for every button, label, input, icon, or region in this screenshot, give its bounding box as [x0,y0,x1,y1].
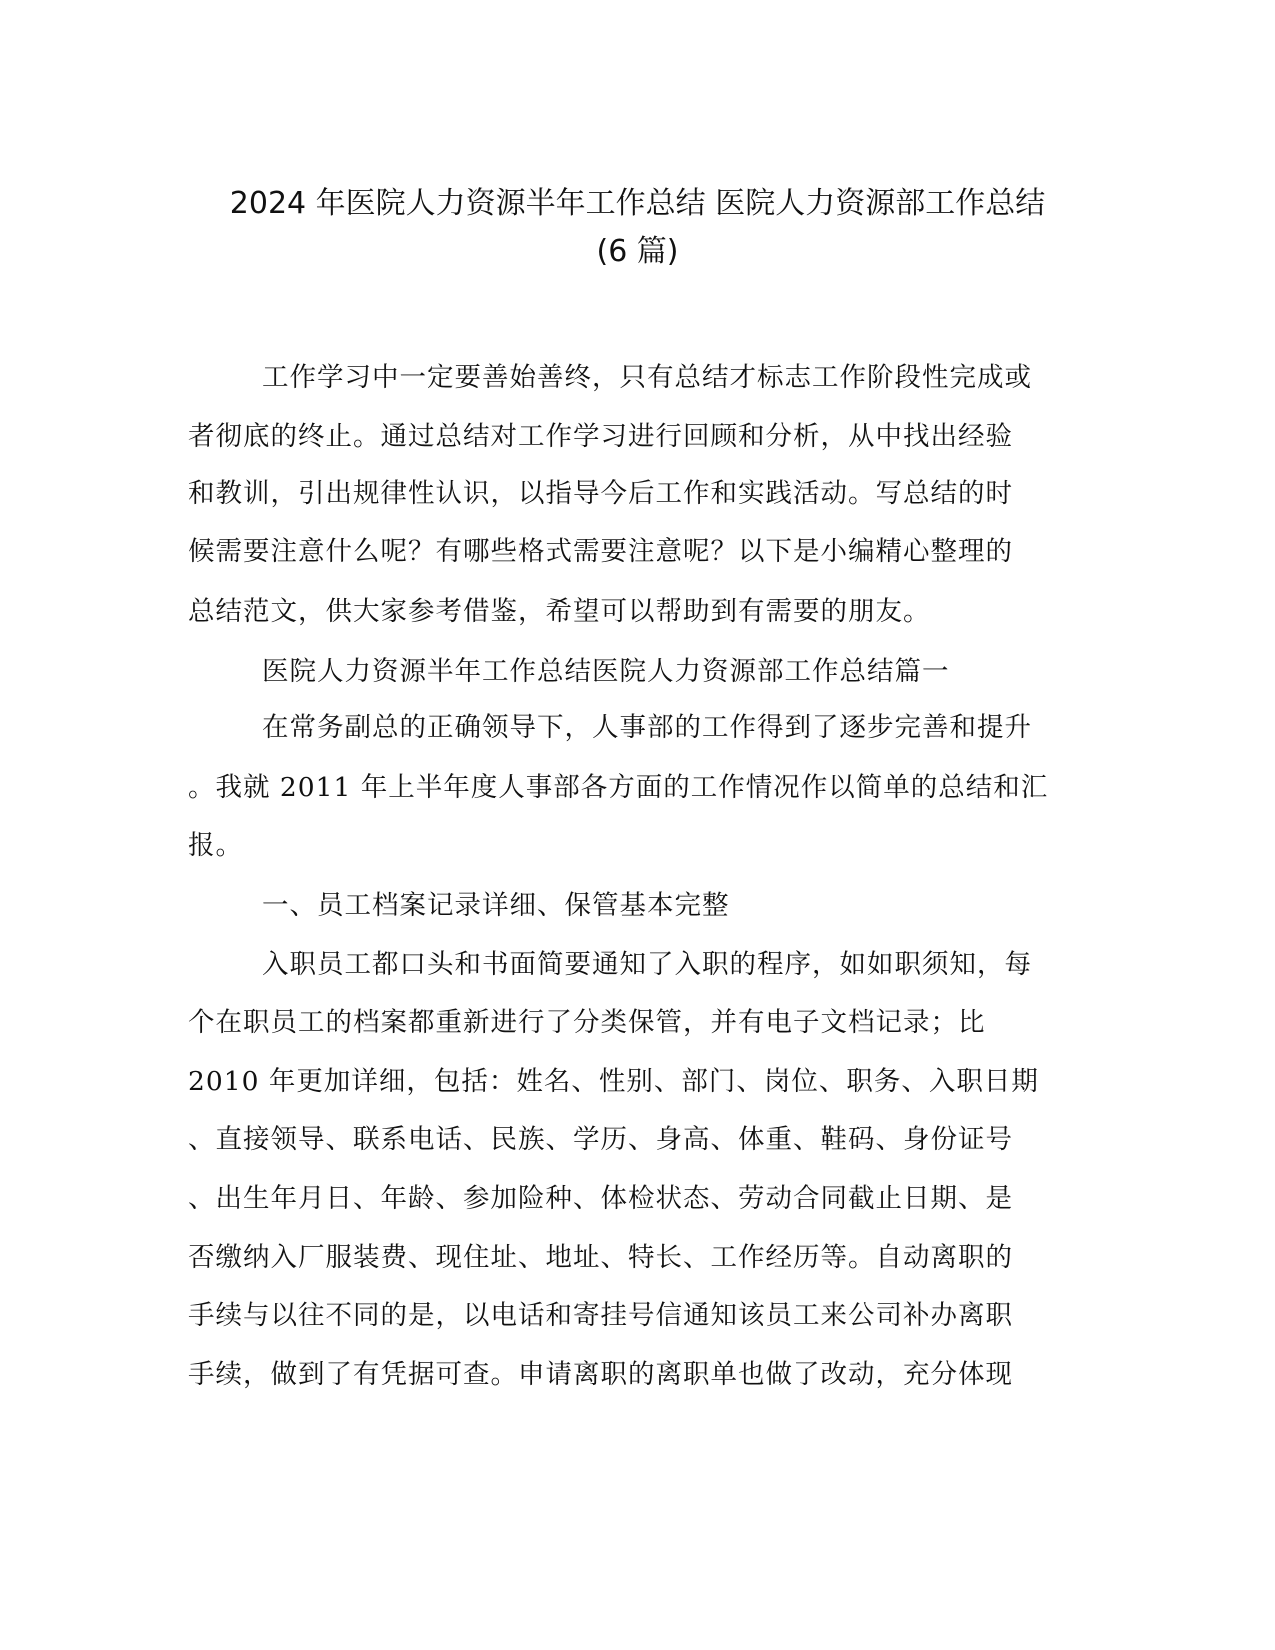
document-title-line-1: 2024 年医院人力资源半年工作总结 医院人力资源部工作总结 [229,186,1046,221]
paragraph-line: 工作学习中一定要善始善终，只有总结才标志工作阶段性完成或 [262,362,1032,393]
paragraph-line: 、直接领导、联系电话、民族、学历、身高、体重、鞋码、身份证号 [188,1124,1013,1155]
paragraph-line: 在常务副总的正确领导下，人事部的工作得到了逐步完善和提升 [262,712,1032,743]
subsection-heading-line: 一、员工档案记录详细、保管基本完整 [262,890,730,921]
paragraph-line: 者彻底的终止。通过总结对工作学习进行回顾和分析，从中找出经验 [188,421,1013,452]
paragraph-line: 和教训，引出规律性认识，以指导今后工作和实践活动。写总结的时 [188,478,1013,509]
paragraph-line: 总结范文，供大家参考借鉴，希望可以帮助到有需要的朋友。 [188,596,931,627]
paragraph-line: 候需要注意什么呢？有哪些格式需要注意呢？以下是小编精心整理的 [188,536,1013,567]
paragraph-line: 入职员工都口头和书面简要通知了入职的程序，如如职须知，每 [262,949,1032,980]
paragraph-line: 。我就 2011 年上半年度人事部各方面的工作情况作以简单的总结和汇 [188,772,1049,803]
paragraph-line: 、出生年月日、年龄、参加险种、体检状态、劳动合同截止日期、是 [188,1183,1013,1214]
paragraph-line: 个在职员工的档案都重新进行了分类保管，并有电子文档记录；比 [188,1007,986,1038]
paragraph-line: 报。 [188,830,243,861]
paragraph-line: 手续，做到了有凭据可查。申请离职的离职单也做了改动，充分体现 [188,1359,1013,1390]
section-heading-line: 医院人力资源半年工作总结医院人力资源部工作总结篇一 [262,656,950,687]
document-title-line-2: (6 篇) [596,234,679,269]
paragraph-line: 否缴纳入厂服装费、现住址、地址、特长、工作经历等。自动离职的 [188,1242,1013,1273]
paragraph-line: 手续与以往不同的是，以电话和寄挂号信通知该员工来公司补办离职 [188,1300,1013,1331]
paragraph-line: 2010 年更加详细，包括：姓名、性别、部门、岗位、职务、入职日期 [188,1066,1039,1097]
